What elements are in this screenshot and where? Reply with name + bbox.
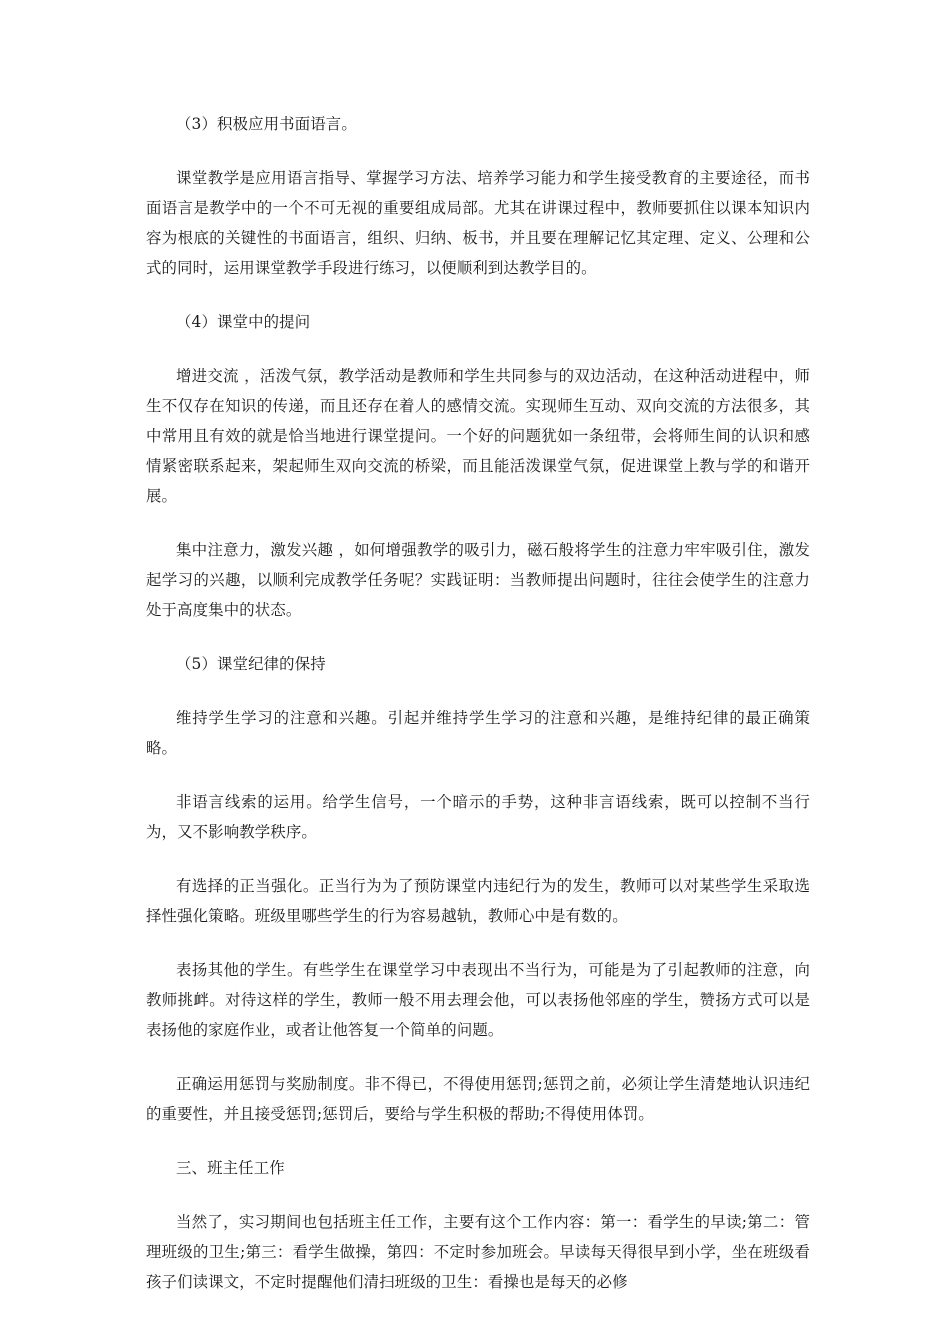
- paragraph: 课堂教学是应用语言指导、掌握学习方法、培养学习能力和学生接受教育的主要途径，而书面语言是教学中的一个不可无视的重要组成局部。尤其在讲课过程中，教师要抓住以课本知识内容为根底的关键性的书面语言，组织、归纳、板书，并且要在理解记忆其定理、定义、公理和公式的同时，运用课堂教学手段进行练习，以便顺利到达教学目的。: [146, 169, 810, 277]
- paragraph: 有选择的正当强化。正当行为为了预防课堂内违纪行为的发生，教师可以对某些学生采取选择性强化策略。班级里哪些学生的行为容易越轨，教师心中是有数的。: [146, 877, 810, 925]
- paragraph: 增进交流 ，活泼气氛，教学活动是教师和学生共同参与的双边活动，在这种活动进程中，师生不仅存在知识的传递，而且还存在着人的感情交流。实现师生互动、双向交流的方法很多，其中常用且有效的就是恰当地进行课堂提问。一个好的问题犹如一条纽带，会将师生间的认识和感情紧密联系起来，架起师生双向交流的桥梁，而且能活泼课堂气氛，促进课堂上教与学的和谐开展。: [146, 367, 810, 505]
- paragraph: 正确运用惩罚与奖励制度。非不得已，不得使用惩罚;惩罚之前，必须让学生清楚地认识违纪的重要性，并且接受惩罚;惩罚后，要给与学生积极的帮助;不得使用体罚。: [146, 1075, 810, 1123]
- section-heading-4: （4）课堂中的提问: [176, 313, 311, 331]
- paragraph: 表扬其他的学生。有些学生在课堂学习中表现出不当行为，可能是为了引起教师的注意，向教师挑衅。对待这样的学生，教师一般不用去理会他，可以表扬他邻座的学生，赞扬方式可以是表扬他的家庭作业，或者让他答复一个简单的问题。: [146, 961, 810, 1039]
- section-heading-3: （3）积极应用书面语言。: [176, 115, 357, 133]
- section-heading-5: （5）课堂纪律的保持: [176, 655, 326, 673]
- paragraph: 非语言线索的运用。给学生信号，一个暗示的手势，这种非言语线索，既可以控制不当行为，又不影响教学秩序。: [146, 793, 810, 841]
- paragraph: 集中注意力，激发兴趣 ，如何增强教学的吸引力，磁石般将学生的注意力牢牢吸引住，激发起学习的兴趣，以顺利完成教学任务呢？实践证明：当教师提出问题时，往往会使学生的注意力处于高度集中的状态。: [146, 541, 810, 619]
- document-body: [146, 109, 810, 1297]
- section-heading-class-teacher: 三、班主任工作: [176, 1159, 285, 1177]
- paragraph: 维持学生学习的注意和兴趣。引起并维持学生学习的注意和兴趣，是维持纪律的最正确策略。: [146, 709, 810, 757]
- paragraph: 当然了，实习期间也包括班主任工作，主要有这个工作内容：第一：看学生的早读;第二：管理班级的卫生;第三：看学生做操，第四：不定时参加班会。早读每天得很早到小学，坐在班级看孩子们读课文，不定时提醒他们清扫班级的卫生：看操也是每天的必修: [146, 1213, 810, 1291]
